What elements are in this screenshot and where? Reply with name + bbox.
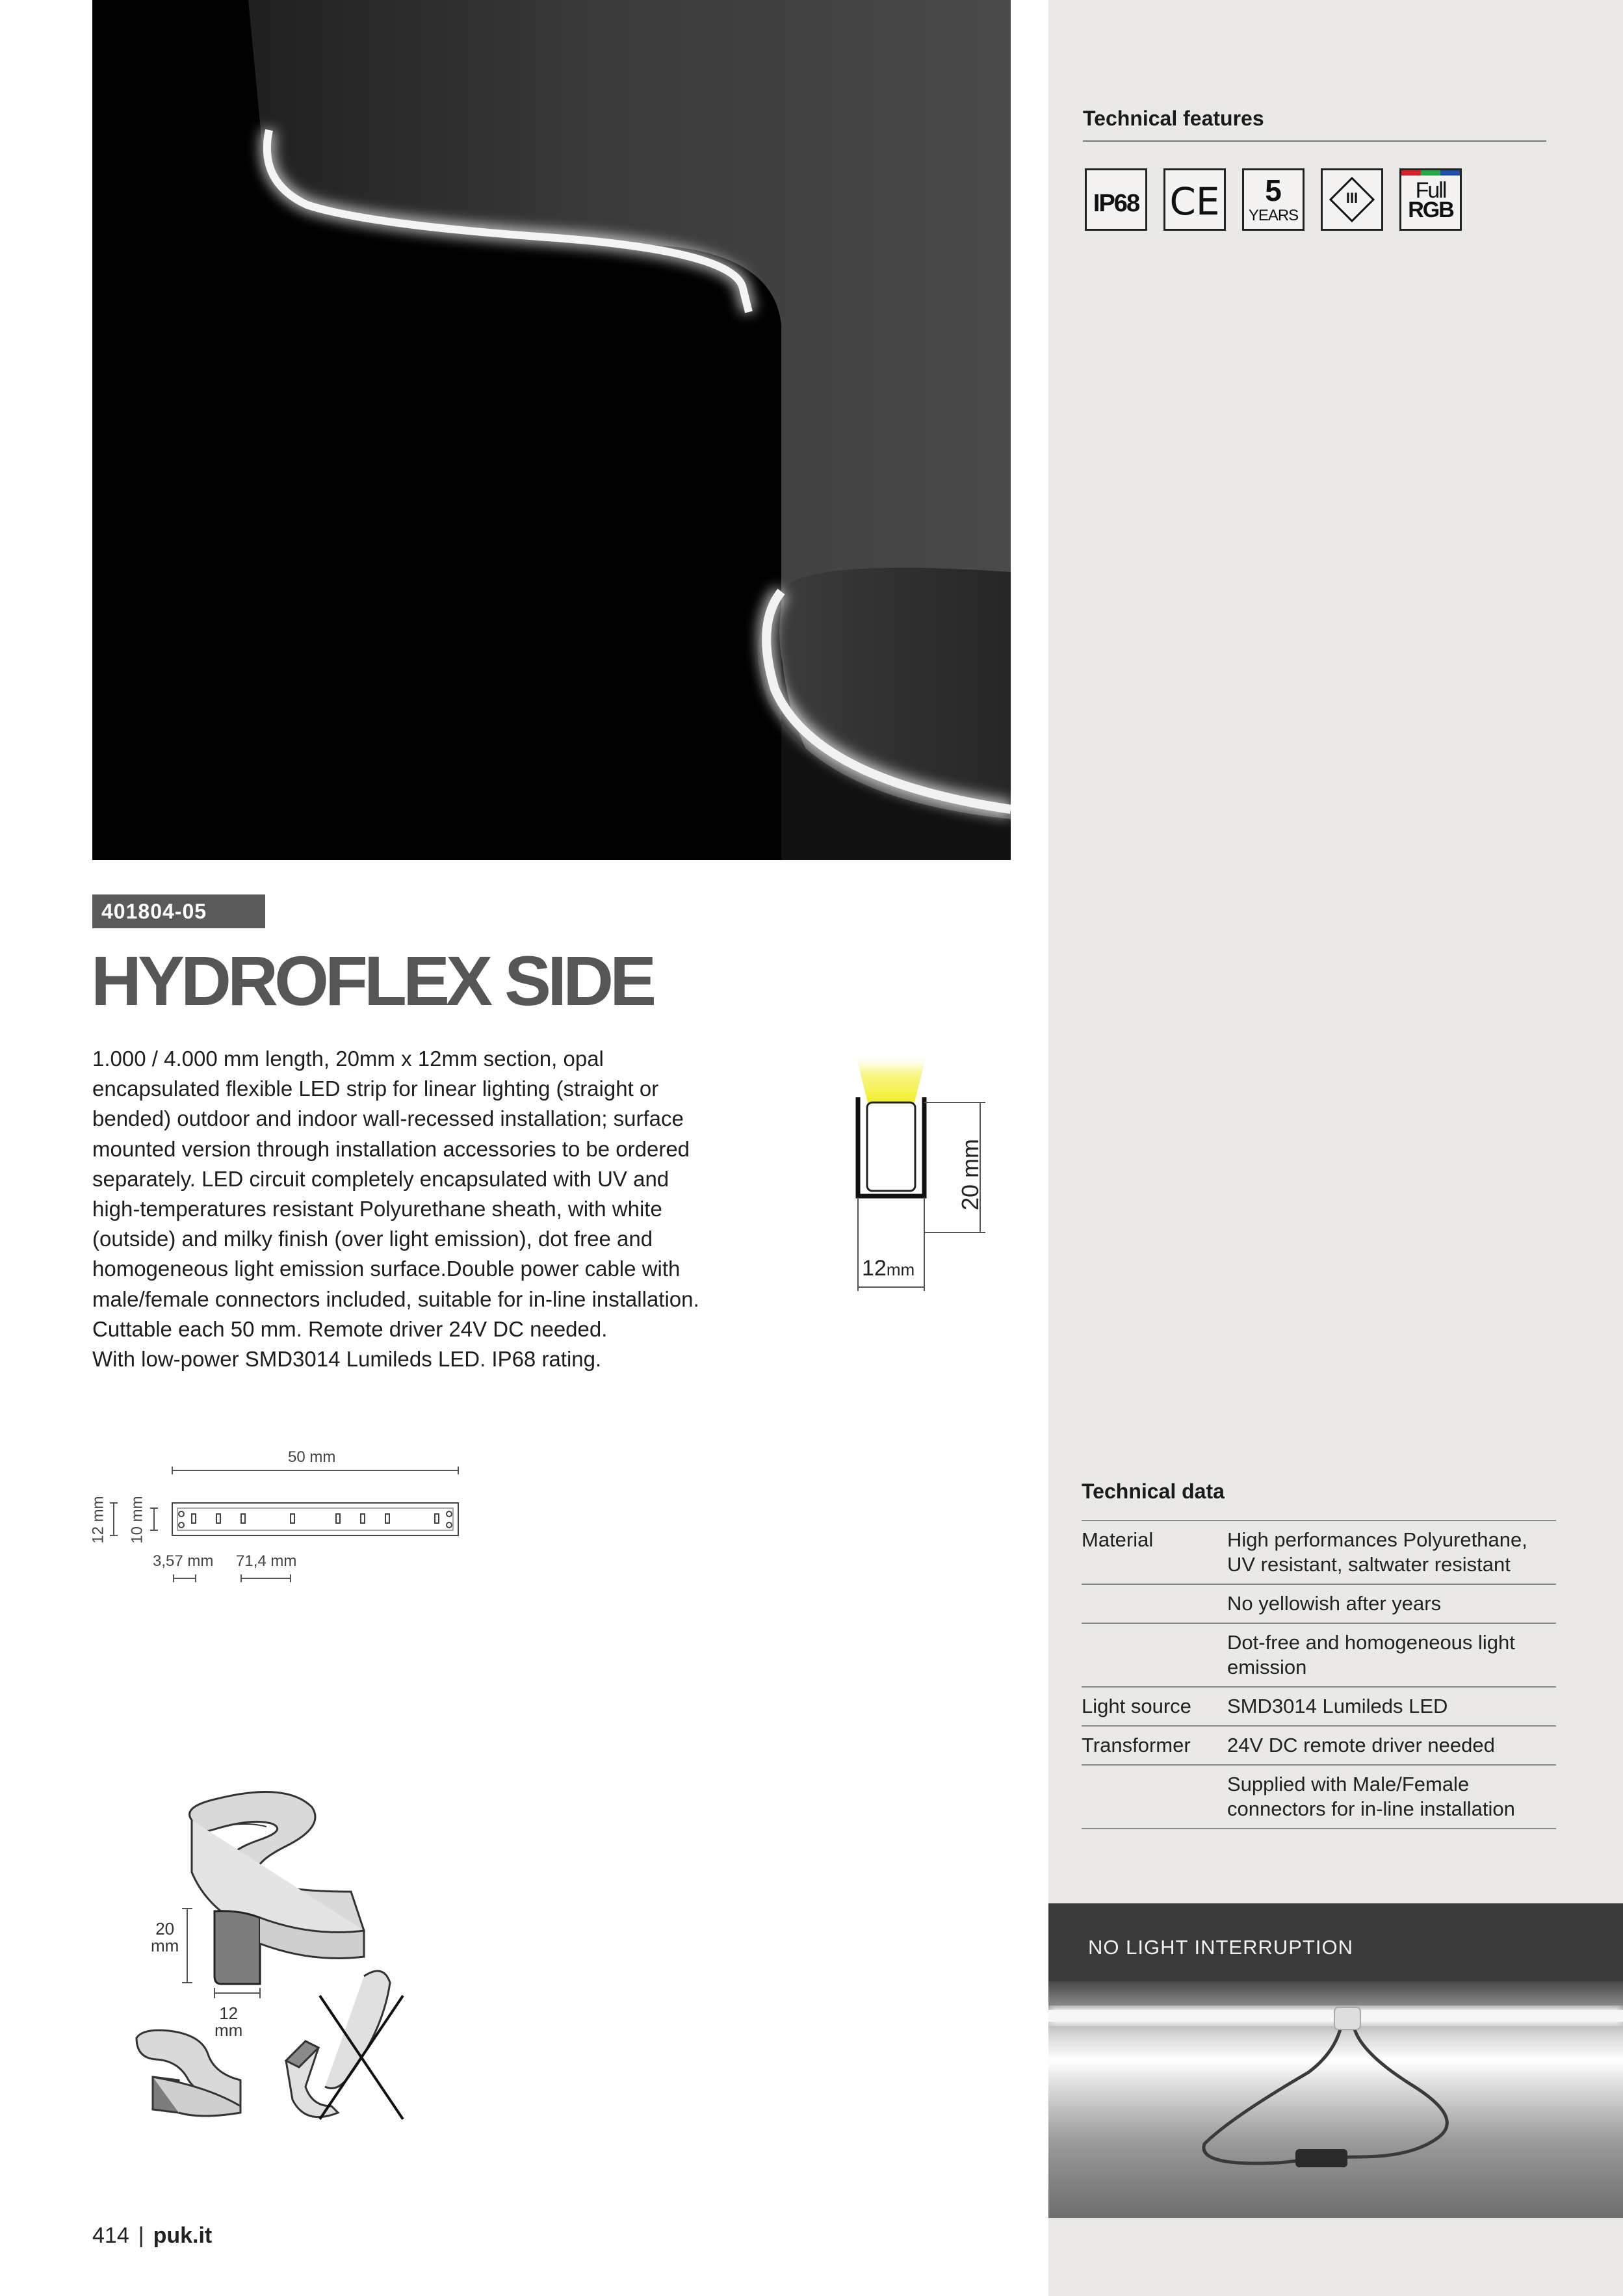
class-iii-icon: III — [1321, 168, 1383, 231]
strip-length-label: 50 mm — [288, 1448, 336, 1466]
table-row — [1082, 1584, 1556, 1623]
technical-features-divider — [1083, 140, 1546, 142]
description-line: Cuttable each 50 mm. Remote driver 24V DC needed. — [92, 1316, 608, 1341]
table-row — [1082, 1764, 1556, 1829]
ce-mark-icon: CE — [1163, 168, 1226, 231]
bend-height-label — [151, 1920, 179, 1954]
bending-drawing — [117, 1781, 429, 2158]
row-label: Light source — [1082, 1695, 1191, 1717]
technical-features-heading: Technical features — [1083, 107, 1264, 130]
product-description — [92, 1044, 781, 1374]
section-profile-drawing — [838, 1047, 1014, 1294]
row-value: No yellowish after years — [1227, 1592, 1442, 1615]
bend-width-value: 12 — [219, 2003, 239, 2023]
rgb-blue-stripe — [1440, 170, 1460, 176]
description-line: separately. LED circuit completely encapsulated with UV and — [92, 1166, 669, 1191]
row-label — [1082, 1591, 1227, 1616]
rgb-green-stripe — [1421, 170, 1441, 176]
rgb-red-stripe — [1401, 170, 1421, 176]
row-label — [1082, 1772, 1227, 1821]
bend-height-value: 20 — [155, 1919, 175, 1938]
product-code-tag: 401804-05 — [92, 894, 265, 928]
footer-separator: | — [138, 2223, 144, 2248]
strip-drawing-svg — [94, 1447, 484, 1597]
full-rgb-icon: Full RGB — [1399, 168, 1462, 231]
bending-drawing-svg — [117, 1781, 429, 2158]
row-value: 24V DC remote driver needed — [1227, 1734, 1495, 1756]
technical-data-table — [1082, 1520, 1556, 1829]
hero-led-strip-image — [92, 0, 1011, 860]
description-line: 1.000 / 4.000 mm length, 20mm x 12mm section, opal — [92, 1047, 604, 1071]
ip68-icon: IP68 — [1085, 168, 1147, 231]
strip-height-inner-label: 10 mm — [128, 1496, 146, 1544]
bend-width-label — [214, 2005, 242, 2039]
hero-photo — [92, 0, 1011, 860]
table-row — [1082, 1725, 1556, 1764]
strip-height-outer-label: 12 mm — [89, 1496, 107, 1544]
section-width-value: 12 — [862, 1256, 887, 1281]
page-number: 414 — [92, 2223, 129, 2248]
strip-spacing-2-label: 71,4 mm — [236, 1552, 297, 1570]
row-value: SMD3014 Lumileds LED — [1227, 1695, 1448, 1717]
product-title: HYDROFLEX SIDE — [91, 941, 653, 1020]
row-value: Supplied with Male/Female connectors for in-line installation — [1227, 1773, 1515, 1820]
page-footer — [92, 2223, 212, 2249]
strip-dimension-drawing — [89, 1447, 484, 1597]
description-line: With low-power SMD3014 Lumileds LED. IP68 rating. — [92, 1347, 602, 1372]
bend-width-unit: mm — [214, 2020, 243, 2040]
description-line: high-temperatures resistant Polyurethane sheath, with white — [92, 1197, 662, 1221]
section-width-unit: mm — [886, 1260, 915, 1279]
section-width-label — [862, 1256, 915, 1281]
strip-spacing-1-label: 3,57 mm — [153, 1552, 214, 1570]
table-row — [1082, 1686, 1556, 1725]
bend-height-unit: mm — [151, 1936, 179, 1955]
description-line: encapsulated flexible LED strip for linear lighting (straight or — [92, 1076, 659, 1101]
description-line: mounted version through installation accessories to be ordered — [92, 1136, 690, 1161]
site-link[interactable]: puk.it — [153, 2223, 213, 2248]
row-value: High performances Polyurethane, UV resistant, saltwater resistant — [1227, 1528, 1527, 1576]
row-value: Dot-free and homogeneous light emission — [1227, 1631, 1515, 1678]
table-row — [1082, 1623, 1556, 1686]
row-label: Material — [1082, 1528, 1154, 1551]
no-light-interruption-label: NO LIGHT INTERRUPTION — [1088, 1936, 1353, 1959]
description-line: (outside) and milky finish (over light emission), dot free and — [92, 1227, 653, 1251]
five-years-warranty-icon: 5 YEARS — [1242, 168, 1305, 231]
description-line: bended) outdoor and indoor wall-recessed installation; surface — [92, 1106, 684, 1131]
description-line: homogeneous light emission surface.Double power cable with — [92, 1257, 681, 1281]
row-label — [1082, 1630, 1227, 1680]
section-height-label: 20 mm — [957, 1138, 984, 1211]
row-label: Transformer — [1082, 1734, 1191, 1756]
table-row — [1082, 1520, 1556, 1584]
technical-data-heading: Technical data — [1082, 1480, 1225, 1503]
description-line: male/female connectors included, suitable for in-line installation. — [92, 1286, 699, 1311]
